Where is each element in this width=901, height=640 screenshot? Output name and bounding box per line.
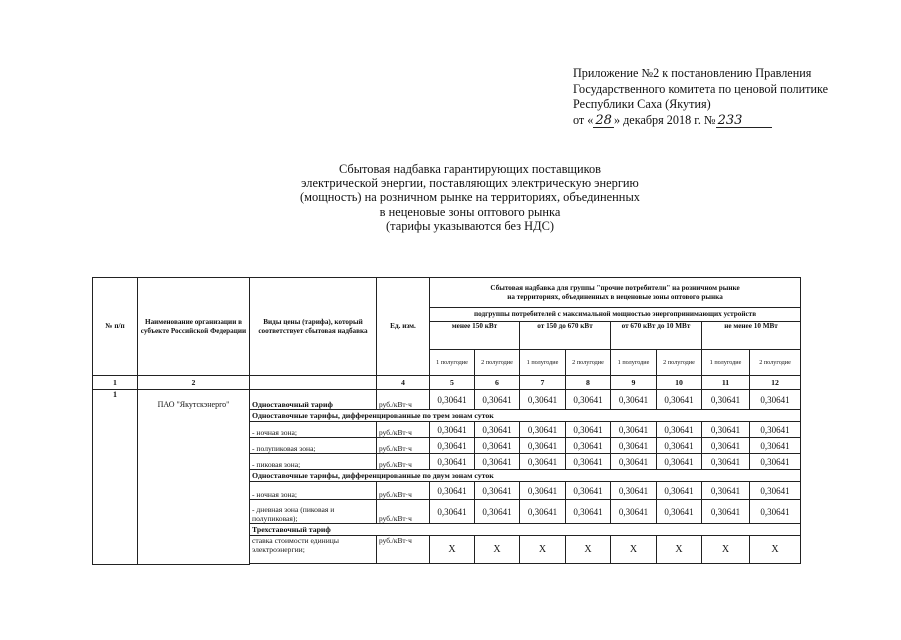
value-cell: 0,30641 bbox=[611, 438, 657, 454]
value-cell: 0,30641 bbox=[702, 390, 750, 410]
unit-cell: руб./кВт·ч bbox=[377, 536, 430, 564]
x-cell: X bbox=[611, 536, 657, 564]
value-cell: 0,30641 bbox=[566, 454, 611, 470]
col-num-2: 2 bbox=[138, 376, 250, 390]
half-year-2: 2 полугодие bbox=[475, 350, 520, 376]
value-cell: 0,30641 bbox=[566, 500, 611, 524]
half-year-3: 1 полугодие bbox=[520, 350, 566, 376]
value-cell: 0,30641 bbox=[430, 454, 475, 470]
value-cell: 0,30641 bbox=[430, 438, 475, 454]
unit-cell: руб./кВт·ч bbox=[377, 500, 430, 524]
appendix-line-2: Государственного комитета по ценовой политике bbox=[573, 81, 828, 96]
unit-cell: руб./кВт·ч bbox=[377, 438, 430, 454]
col-num-12: 12 bbox=[750, 376, 801, 390]
value-cell: 0,30641 bbox=[430, 422, 475, 438]
half-year-5: 1 полугодие bbox=[611, 350, 657, 376]
value-cell: 0,30641 bbox=[702, 422, 750, 438]
value-cell: 0,30641 bbox=[475, 438, 520, 454]
table-row bbox=[93, 390, 801, 410]
value-cell: 0,30641 bbox=[611, 454, 657, 470]
value-cell: 0,30641 bbox=[520, 390, 566, 410]
half-year-4: 2 полугодие bbox=[566, 350, 611, 376]
unit-cell: руб./кВт·ч bbox=[377, 390, 430, 410]
col-num-3 bbox=[250, 376, 377, 390]
energy-rate-label: ставка стоимости единицы электроэнергии; bbox=[250, 536, 377, 564]
power-group-2: от 150 до 670 кВт bbox=[520, 322, 611, 350]
col-header-no: № п/п bbox=[93, 278, 138, 376]
value-cell: 0,30641 bbox=[430, 482, 475, 500]
power-group-3: от 670 кВт до 10 МВт bbox=[611, 322, 702, 350]
group-header-line-1: Сбытовая надбавка для группы "прочие потребители" на розничном рынке bbox=[490, 284, 740, 292]
value-cell: 0,30641 bbox=[520, 438, 566, 454]
value-cell: 0,30641 bbox=[611, 500, 657, 524]
col-num-4: 4 bbox=[377, 376, 430, 390]
col-num-5: 5 bbox=[430, 376, 475, 390]
value-cell: 0,30641 bbox=[750, 500, 801, 524]
col-header-price-type: Виды цены (тарифа), который соответствует сбытовая надбавка bbox=[250, 278, 377, 376]
value-cell: 0,30641 bbox=[475, 500, 520, 524]
x-cell: X bbox=[520, 536, 566, 564]
value-cell: 0,30641 bbox=[566, 482, 611, 500]
handwritten-number: 233 bbox=[716, 115, 772, 128]
value-cell: 0,30641 bbox=[657, 390, 702, 410]
half-year-1: 1 полугодие bbox=[430, 350, 475, 376]
power-group-1: менее 150 кВт bbox=[430, 322, 520, 350]
appendix-line-1: Приложение №2 к постановлению Правления bbox=[573, 66, 812, 80]
power-group-4: не менее 10 МВт bbox=[702, 322, 801, 350]
column-numbers-row bbox=[93, 376, 801, 390]
night-zone-2-label: - ночная зона; bbox=[250, 482, 377, 500]
date-middle: » декабря 2018 г. № bbox=[613, 112, 716, 127]
unit-cell: руб./кВт·ч bbox=[377, 422, 430, 438]
value-cell: 0,30641 bbox=[750, 390, 801, 410]
col-num-9: 9 bbox=[611, 376, 657, 390]
x-cell: X bbox=[475, 536, 520, 564]
value-cell: 0,30641 bbox=[657, 454, 702, 470]
handwritten-day: 28 bbox=[595, 112, 612, 128]
value-cell: 0,30641 bbox=[702, 454, 750, 470]
col-num-8: 8 bbox=[566, 376, 611, 390]
value-cell: 0,30641 bbox=[750, 482, 801, 500]
single-rate-label: Одноставочный тариф bbox=[250, 390, 377, 410]
value-cell: 0,30641 bbox=[750, 422, 801, 438]
title-line-5: (тарифы указываются без НДС) bbox=[386, 218, 554, 233]
unit-cell: руб./кВт·ч bbox=[377, 482, 430, 500]
col-num-1: 1 bbox=[93, 376, 138, 390]
half-year-7: 1 полугодие bbox=[702, 350, 750, 376]
organization-name: ПАО "Якутскэнерго" bbox=[138, 390, 250, 565]
appendix-line-4 bbox=[573, 113, 893, 129]
value-cell: 0,30641 bbox=[657, 422, 702, 438]
value-cell: 0,30641 bbox=[657, 500, 702, 524]
x-cell: X bbox=[566, 536, 611, 564]
value-cell: 0,30641 bbox=[657, 438, 702, 454]
title-line-1: Сбытовая надбавка гарантирующих поставщиков bbox=[338, 162, 602, 176]
value-cell: 0,30641 bbox=[702, 500, 750, 524]
x-cell: X bbox=[750, 536, 801, 564]
title-line-4: в неценовые зоны оптового рынка bbox=[379, 204, 561, 219]
col-num-11: 11 bbox=[702, 376, 750, 390]
value-cell: 0,30641 bbox=[566, 438, 611, 454]
x-cell: X bbox=[702, 536, 750, 564]
value-cell: 0,30641 bbox=[520, 422, 566, 438]
value-cell: 0,30641 bbox=[657, 482, 702, 500]
value-cell: 0,30641 bbox=[475, 422, 520, 438]
value-cell: 0,30641 bbox=[475, 482, 520, 500]
value-cell: 0,30641 bbox=[520, 500, 566, 524]
value-cell: 0,30641 bbox=[520, 482, 566, 500]
value-cell: 0,30641 bbox=[520, 454, 566, 470]
day-zone-label: - дневная зона (пиковая и полупиковая); bbox=[250, 500, 377, 524]
two-zones-label: Одноставочные тарифы, дифференцированные по двум зонам суток bbox=[250, 470, 801, 482]
group-header-line-2: на территориях, объединенных в неценовые зоны оптового рынка bbox=[507, 292, 723, 301]
group-header bbox=[430, 278, 801, 308]
col-header-org: Наименование организации в субъекте Российской Федерации bbox=[138, 278, 250, 376]
appendix-header bbox=[573, 66, 893, 128]
value-cell: 0,30641 bbox=[611, 390, 657, 410]
document-title bbox=[240, 162, 700, 233]
col-header-unit: Ед. изм. bbox=[377, 278, 430, 376]
tariff-table bbox=[92, 277, 801, 565]
three-part-label: Трехставочный тариф bbox=[250, 524, 801, 536]
title-line-2: электрической энергии, поставляющих электрическую энергию bbox=[301, 176, 639, 191]
x-cell: X bbox=[430, 536, 475, 564]
value-cell: 0,30641 bbox=[611, 422, 657, 438]
unit-cell: руб./кВт·ч bbox=[377, 454, 430, 470]
title-line-3: (мощность) на розничном рынке на территориях, объединенных bbox=[300, 190, 640, 205]
value-cell: 0,30641 bbox=[750, 438, 801, 454]
value-cell: 0,30641 bbox=[475, 390, 520, 410]
peak-zone-label: - пиковая зона; bbox=[250, 454, 377, 470]
value-cell: 0,30641 bbox=[566, 422, 611, 438]
value-cell: 0,30641 bbox=[430, 500, 475, 524]
half-year-8: 2 полугодие bbox=[750, 350, 801, 376]
value-cell: 0,30641 bbox=[566, 390, 611, 410]
appendix-line-3: Республики Саха (Якутия) bbox=[573, 97, 711, 111]
half-year-6: 2 полугодие bbox=[657, 350, 702, 376]
x-cell: X bbox=[657, 536, 702, 564]
value-cell: 0,30641 bbox=[611, 482, 657, 500]
value-cell: 0,30641 bbox=[702, 438, 750, 454]
col-num-10: 10 bbox=[657, 376, 702, 390]
three-zones-label: Одноставочные тарифы, дифференцированные по трем зонам суток bbox=[250, 410, 801, 422]
subgroup-header: подгруппы потребителей с максимальной мощностью энергопринимающих устройств bbox=[430, 308, 801, 322]
col-num-7: 7 bbox=[520, 376, 566, 390]
date-prefix: от « bbox=[573, 112, 594, 127]
value-cell: 0,30641 bbox=[475, 454, 520, 470]
night-zone-label: - ночная зона; bbox=[250, 422, 377, 438]
semi-peak-zone-label: - полупиковая зона; bbox=[250, 438, 377, 454]
value-cell: 0,30641 bbox=[430, 390, 475, 410]
row-number: 1 bbox=[93, 390, 138, 565]
col-num-6: 6 bbox=[475, 376, 520, 390]
value-cell: 0,30641 bbox=[702, 482, 750, 500]
value-cell: 0,30641 bbox=[750, 454, 801, 470]
